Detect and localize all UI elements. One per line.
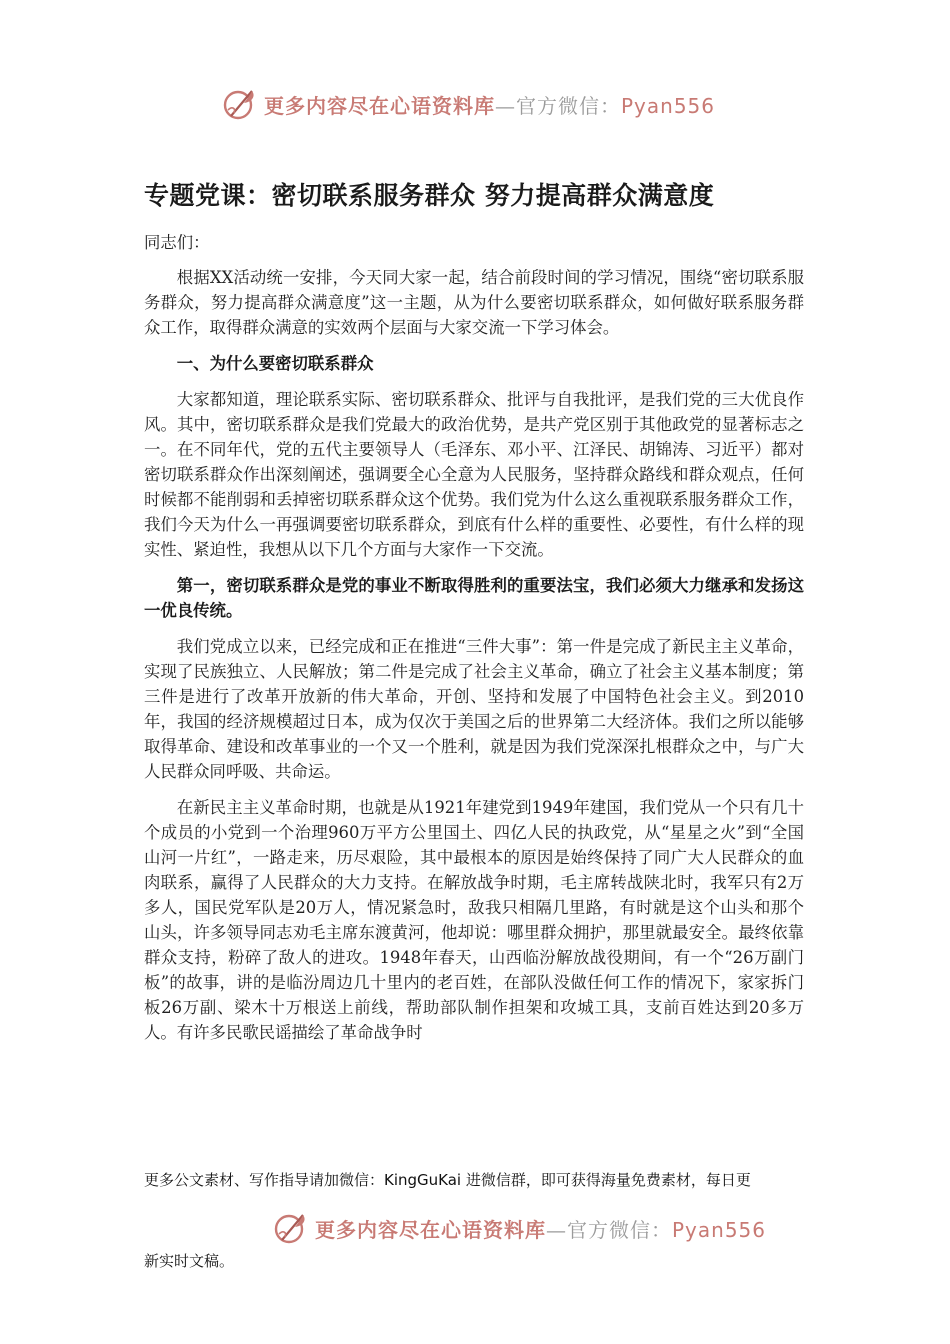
watermark-text bbox=[315, 1214, 766, 1243]
watermark-banner-top bbox=[0, 82, 950, 126]
watermark-id: Pyan556 bbox=[672, 1218, 767, 1242]
watermark-separator: —官方微信： bbox=[495, 94, 621, 118]
quill-pen-logo-icon bbox=[222, 86, 260, 122]
salutation: 同志们： bbox=[144, 233, 210, 252]
point-1-heading: 第一，密切联系群众是党的事业不断取得胜利的重要法宝，我们必须大力继承和发扬这一优良传统。 bbox=[144, 576, 804, 620]
footer-promo-end: 新实时文稿。 bbox=[144, 1252, 235, 1270]
watermark-brand: 更多内容尽在心语资料库 bbox=[264, 94, 495, 118]
quill-pen-logo-icon bbox=[273, 1210, 311, 1246]
watermark-separator: —官方微信： bbox=[546, 1218, 672, 1242]
paragraph-2: 我们党成立以来，已经完成和正在推进“三件大事”：第一件是完成了新民主主义革命，实现了民族独立、人民解放；第二件是完成了社会主义革命，确立了社会主义基本制度；第三件是进行了改革开放新的伟大革命，开创、坚持和发展了中国特色社会主义。到2010年，我国的经济规模超过日本，成为仅次于美国之后的世界第二大经济体。我们之所以能够取得革命、建设和改革事业的一个又一个胜利，就是因为我们党深深扎根群众之中，与广大人民群众同呼吸、共命运。 bbox=[144, 637, 804, 781]
document-title: 专题党课：密切联系服务群众 努力提高群众满意度 bbox=[144, 181, 715, 210]
paragraph-1: 大家都知道，理论联系实际、密切联系群众、批评与自我批评，是我们党的三大优良作风。其中，密切联系群众是我们党最大的政治优势，是共产党区别于其他政党的显著标志之一。在不同年代，党的五代主要领导人（毛泽东、邓小平、江泽民、胡锦涛、习近平）都对密切联系群众作出深刻阐述，强调要全心全意为人民服务，坚持群众路线和群众观点，任何时候都不能削弱和丢掉密切联系群众这个优势。我们党为什么这么重视联系服务群众工作，我们今天为什么一再强调要密切联系群众，到底有什么样的重要性、必要性，有什么样的现实性、紧迫性，我想从以下几个方面与大家作一下交流。 bbox=[144, 390, 804, 559]
watermark-banner-bottom bbox=[0, 1206, 950, 1250]
intro-paragraph: 根据XX活动统一安排，今天同大家一起，结合前段时间的学习情况，围绕“密切联系服务群众，努力提高群众满意度”这一主题，从为什么要密切联系群众，如何做好联系服务群众工作，取得群众满意的实效两个层面与大家交流一下学习体会。 bbox=[144, 268, 804, 337]
document-body bbox=[144, 230, 804, 1056]
section-heading: 一、为什么要密切联系群众 bbox=[176, 354, 374, 373]
watermark-brand: 更多内容尽在心语资料库 bbox=[315, 1218, 546, 1242]
footer-promo-line: 更多公文素材、写作指导请加微信：KingGuKai 进微信群，即可获得海量免费素材，每日更 bbox=[144, 1171, 751, 1189]
watermark-id: Pyan556 bbox=[621, 94, 716, 118]
watermark-text bbox=[264, 90, 715, 119]
paragraph-3: 在新民主主义革命时期，也就是从1921年建党到1949年建国，我们党从一个只有几十个成员的小党到一个治理960万平方公里国土、四亿人民的执政党，从“星星之火”到“全国山河一片红”，一路走来，历尽艰险，其中最根本的原因是始终保持了同广大人民群众的血肉联系，赢得了人民群众的大力支持。在解放战争时期，毛主席转战陕北时，我军只有2万多人，国民党军队是20万人，情况紧急时，敌我只相隔几里路，有时就是这个山头和那个山头，许多领导同志劝毛主席东渡黄河，他却说：哪里群众拥护，那里就最安全。最终依靠群众支持，粉碎了敌人的进攻。1948年春天，山西临汾解放战役期间，有一个“26万副门板”的故事，讲的是临汾周边几十里内的老百姓，在部队没做任何工作的情况下，家家拆门板26万副、梁木十万根送上前线，帮助部队制作担架和攻城工具，支前百姓达到20多万人。有许多民歌民谣描绘了革命战争时 bbox=[144, 798, 804, 1042]
